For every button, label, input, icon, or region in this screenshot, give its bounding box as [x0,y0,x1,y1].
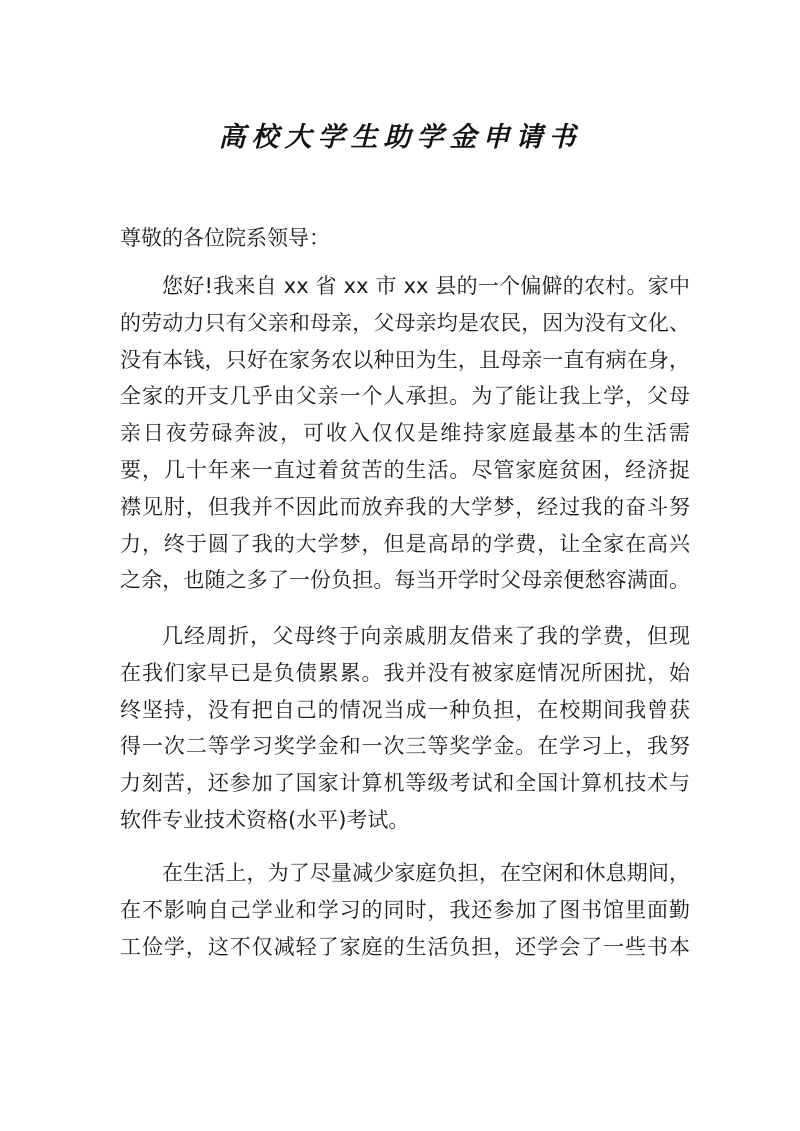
paragraph-1 [120,268,690,599]
paragraph-line: 力刻苦，还参加了国家计算机等级考试和全国计算机技术与 [120,771,690,796]
paragraph-line: 软件专业技术资格(水平)考试。 [120,807,410,832]
paragraph-line: 没有本钱，只好在家务农以种田为生，且母亲一直有病在身， [120,347,690,372]
paragraph-line: 在我们家早已是负债累累。我并没有被家庭情况所困扰，始 [120,660,690,685]
paragraph-line: 在生活上，为了尽量减少家庭负担，在空闲和休息期间， [162,861,690,885]
paragraph-line: 亲日夜劳碌奔波，可收入仅仅是维持家庭最基本的生活需 [120,421,690,446]
paragraph-3 [120,855,690,965]
paragraph-line: 襟见肘，但我并不因此而放弃我的大学梦，经过我的奋斗努 [120,494,690,519]
paragraph-line: 得一次二等学习奖学金和一次三等奖学金。在学习上，我努 [120,734,690,759]
salutation: 尊敬的各位院系领导： [120,226,330,250]
paragraph-line: 要，几十年来一直过着贫苦的生活。尽管家庭贫困，经济捉 [120,457,690,482]
paragraph-line: 您好!我来自 xx 省 xx 市 xx 县的一个偏僻的农村。家中 [162,274,690,298]
paragraph-line: 的劳动力只有父亲和母亲，父母亲均是农民，因为没有文化、 [120,310,690,335]
document-title: 高校大学生助学金申请书 [218,122,582,153]
paragraph-line: 终坚持，没有把自己的情况当成一种负担，在校期间我曾获 [120,697,690,722]
paragraph-line: 在不影响自己学业和学习的同时，我还参加了图书馆里面勤 [120,897,690,922]
paragraph-line: 几经周折，父母终于向亲戚朋友借来了我的学费，但现 [162,624,690,648]
paragraph-2 [120,618,690,839]
paragraph-line: 力，终于圆了我的大学梦，但是高昂的学费，让全家在高兴 [120,531,690,556]
paragraph-line: 工俭学，这不仅减轻了家庭的生活负担，还学会了一些书本 [120,934,690,959]
paragraph-line: 全家的开支几乎由父亲一个人承担。为了能让我上学，父母 [120,384,690,409]
paragraph-line: 之余，也随之多了一份负担。每当开学时父母亲便愁容满面。 [120,568,690,593]
